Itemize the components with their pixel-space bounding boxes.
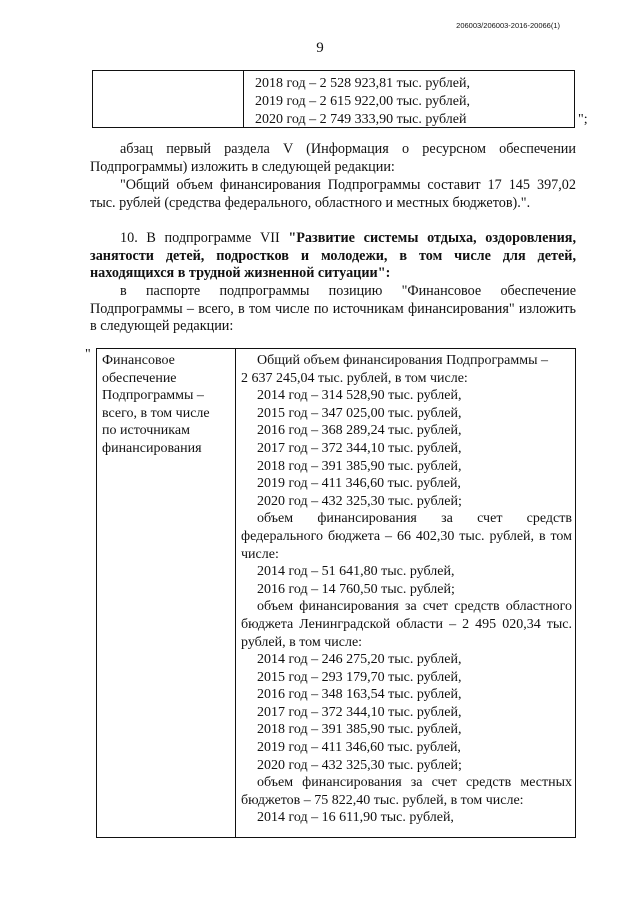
federal-text: объем финансирования за счет средств федерального бюджета – 66 402,30 тыс. рублей, в том числе: — [241, 511, 572, 562]
federal-years — [241, 563, 572, 598]
year-line: 2016 год – 368 289,24 тыс. рублей, — [257, 423, 462, 439]
paragraph-text: В подпрограмме VII — [146, 230, 280, 246]
item-number: 10. — [120, 230, 138, 246]
closing-quote: "; — [578, 112, 588, 127]
total-line: Общий объем финансирования Подпрограммы – — [257, 353, 549, 368]
label-line: по источникам — [102, 423, 190, 439]
year-line: 2020 год – 432 325,30 тыс. рублей; — [257, 757, 462, 773]
opening-quote: " — [85, 347, 91, 362]
paragraph-item-10 — [90, 230, 576, 283]
label-line: всего, в том числе — [102, 405, 210, 421]
year-line: 2015 год – 347 025,00 тыс. рублей, — [257, 405, 462, 421]
year-line: 2019 год – 411 346,60 тыс. рублей, — [257, 740, 461, 756]
year-line: 2014 год – 246 275,20 тыс. рублей, — [257, 652, 462, 668]
funding-table — [96, 348, 576, 838]
year-lines — [255, 75, 470, 129]
funding-table-continuation — [92, 70, 575, 128]
year-line: 2015 год – 293 179,70 тыс. рублей, — [257, 669, 462, 685]
year-line: 2014 год – 16 611,90 тыс. рублей, — [257, 810, 454, 826]
paragraph-total-funding — [90, 177, 576, 212]
label-line: финансирования — [102, 440, 202, 456]
page-number: 9 — [316, 40, 324, 56]
total-years — [241, 387, 572, 510]
local-text: объем финансирования за счет средств местных бюджетов – 75 822,40 тыс. рублей, в том числе: — [241, 775, 572, 808]
year-line: 2018 год – 391 385,90 тыс. рублей, — [257, 722, 462, 738]
table-row-value — [241, 352, 572, 827]
year-line: 2017 год – 372 344,10 тыс. рублей, — [257, 440, 462, 456]
year-line: 2020 год – 2 749 333,90 тыс. рублей — [255, 112, 467, 127]
total-line: 2 637 245,04 тыс. рублей, в том числе: — [241, 370, 468, 386]
table-row-label — [102, 352, 232, 458]
local-funding-text — [241, 774, 572, 809]
year-line: 2018 год – 2 528 923,81 тыс. рублей, — [255, 76, 470, 91]
label-line: обеспечение — [102, 370, 177, 386]
regional-text: объем финансирования за счет средств областного бюджета Ленинградской области – 2 495 020,34 тыс. рублей, в том числе: — [241, 599, 572, 650]
year-line: 2016 год – 348 163,54 тыс. рублей, — [257, 687, 462, 703]
regional-years — [241, 651, 572, 774]
year-line: 2019 год – 2 615 922,00 тыс. рублей, — [255, 94, 470, 109]
regional-funding-text — [241, 598, 572, 651]
paragraph-section-v — [90, 141, 576, 176]
year-line: 2019 год – 411 346,60 тыс. рублей, — [257, 476, 461, 492]
subprogram-title: "Развитие системы отдыха, оздоровления, занятости детей, подростков и молодежи, в том числе для детей, находящихся в трудной жизненной ситуации": — [90, 230, 577, 282]
federal-funding-text — [241, 510, 572, 563]
paragraph-text: "Общий объем финансирования Подпрограммы составит 17 145 397,02 тыс. рублей (средства федерального, областного и местных бюджетов).". — [90, 177, 576, 211]
year-line: 2017 год – 372 344,10 тыс. рублей, — [257, 704, 462, 720]
year-line: 2016 год – 14 760,50 тыс. рублей; — [257, 581, 455, 597]
paragraph-passport — [90, 283, 576, 336]
label-line: Подпрограммы – — [102, 388, 204, 404]
table-column-divider — [243, 71, 244, 127]
paragraph-text: абзац первый раздела V (Информация о ресурсном обеспечении Подпрограммы) изложить в следующей редакции: — [90, 141, 576, 175]
year-line: 2018 год – 391 385,90 тыс. рублей, — [257, 458, 462, 474]
year-line: 2014 год – 51 641,80 тыс. рублей, — [257, 564, 455, 580]
local-years — [241, 809, 572, 827]
document-id: 206003/206003-2016-20066(1) — [456, 21, 560, 30]
year-line: 2020 год – 432 325,30 тыс. рублей; — [257, 493, 462, 509]
paragraph-text: в паспорте подпрограммы позицию "Финансовое обеспечение Подпрограммы – всего, в том числе по источникам финансирования" изложить в следующей редакции: — [90, 283, 576, 335]
table-column-divider — [235, 349, 236, 837]
label-line: Финансовое — [102, 353, 175, 368]
year-line: 2014 год – 314 528,90 тыс. рублей, — [257, 388, 462, 404]
